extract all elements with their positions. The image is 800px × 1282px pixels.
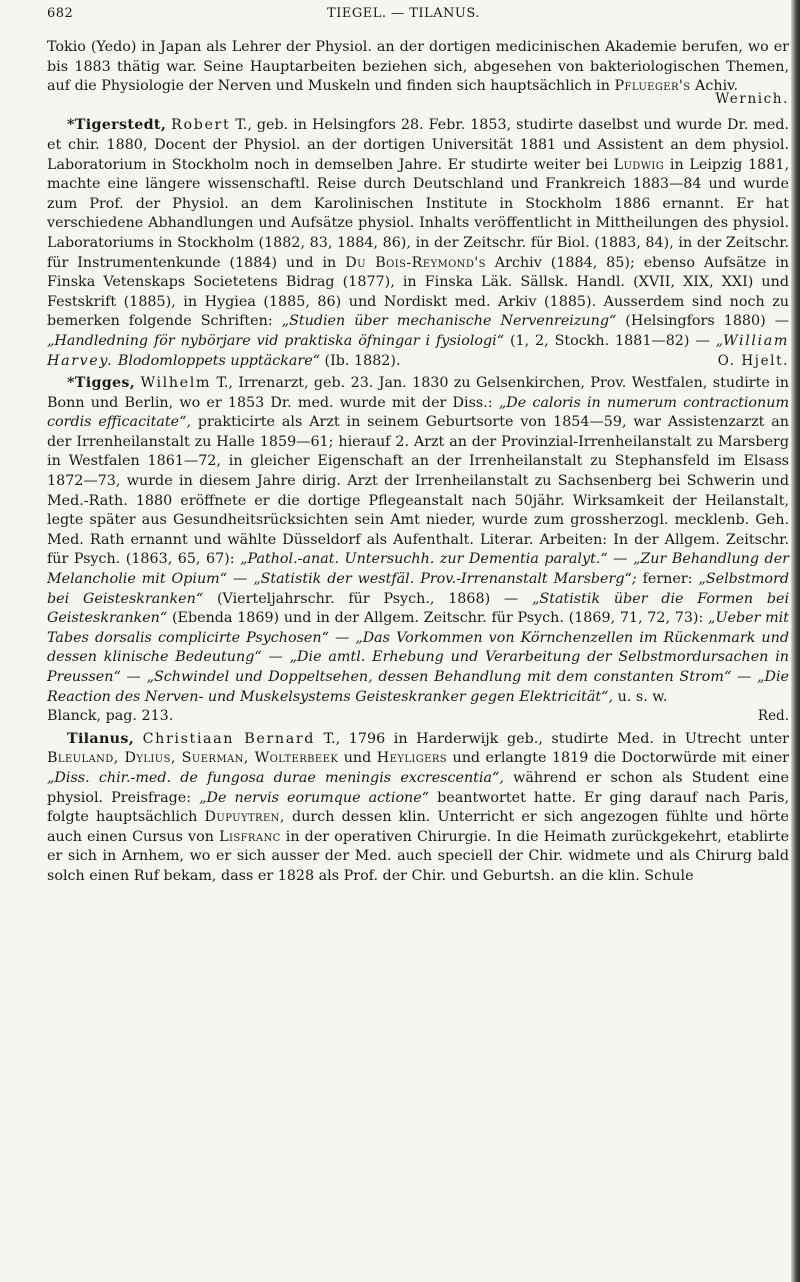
work-title: „De nervis eorumque actione“	[199, 789, 430, 806]
author-signature: Red.	[757, 708, 789, 725]
entry-text: Tokio (Yedo) in Japan als Lehrer der Physiol. an der dortigen medicinischen Akademie berufen, wo er bis 1883 thätig war. Seine Hauptarbeiten beziehen sich, abgesehen von bakteriologischen Themen, auf die Physiologie der Nerven und Muskeln und finden sich hauptsächlich in	[47, 39, 789, 95]
work-title: „Ueber mit Tabes dorsalis complicirte Psychosen“ — „Das Vorkommen von Körnchenzellen im Rückenmark und dessen klinische Bedeutung“ — „Die amtl. Erhebung und Verarbeitung der Selbstmordursachen in Preussen“ — „Schwindel und Doppeltsehen, dessen Behandlung mit dem constanten Strom“ — „Die Reaction des Nerven- und Muskelsystems Geisteskranker gegen Elektricität“,	[47, 610, 789, 705]
entry-text: —	[232, 571, 248, 588]
entry-text: prakticirte als Arzt in seinem Geburtsorte von 1854—59, war Assistenzarzt an der Irrenheilanstalt zu Halle 1859—61; hierauf 2. Arzt an der Provinzial-Irrenheilanstalt zu Marsberg in Westfalen 1861—72, in gleicher Eigenschaft an der Irrenheilanstalt zu Stephansfeld im Elsass 1872—73, wurde in diesem Jahre dirig. Arzt der Irrenheilanstalt zu Sachsenberg bei Schwerin und Med.-Rath. 1880 eröffnete er die dortige Pflegeanstalt nach 50jähr. Wirksamkeit der Heilanstalt, legte später aus Gesundheitsrücksichten sein Amt nieder, wurde zum grossherzogl. mecklenb. Geh. Med. Rath ernannt und wählte Düsseldorf als Aufenthalt. Literar. Arbeiten: In der Allgem. Zeitschr. für Psych. (1863, 65, 67):	[47, 414, 789, 568]
page-header	[47, 6, 770, 26]
entry-text: und erlangte 1819 die Doctorwürde mit einer	[452, 750, 790, 767]
author-reference: Pflueger's	[614, 78, 691, 95]
entry-text: T., Irrenarzt, geb. 23. Jan. 1830 zu Gelsenkirchen, Prov. Westfalen, studirte in Bonn und Berlin, wo er 1853 Dr. med. wurde mit der Diss.:	[47, 375, 790, 411]
work-title: „Zur Behandlung der Melancholie mit Opium“	[47, 551, 789, 588]
entry-headword: *Tigges,	[67, 375, 136, 392]
author-reference: Lisfranc	[219, 828, 281, 845]
author-reference: Heyligers	[376, 750, 447, 767]
entry-text: u. s. w.	[617, 688, 668, 705]
page-edge-shadow	[791, 0, 800, 1282]
entry-tilanus	[47, 730, 789, 887]
entry-text: (Helsingfors 1880) —	[625, 313, 789, 330]
running-title: TIEGEL. — TILANUS.	[327, 6, 480, 21]
source-reference: Blanck, pag. 213.	[47, 708, 174, 725]
work-title-open: „	[715, 332, 723, 349]
entry-headword: Tilanus,	[67, 730, 134, 747]
entry-headword: *Tigerstedt,	[67, 117, 167, 134]
entry-text: Archiv (1884, 85); ebenso Aufsätze in Finska Vetenskaps Societetens Bidrag (1877), in Finska Läk. Sällsk. Handl. (XVII, XIX, XXI) und Festskrift (1885), in Hygiea (1885, 86) und Nordiskt med. Arkiv (1885). Ausserdem sind noch zu bemerken folgende Schriften:	[47, 254, 789, 330]
entry-text: in der operativen Chirurgie. In die Heimath zurückgekehrt, etablirte er sich in Arnhem, wo er sich ausser der Med. auch speciell der Chir. widmete und als Chirurg bald solch einen Ruf bekam, dass er 1828 als Prof. der Chir. und Geburtsh. an die klin. Schule	[47, 828, 790, 884]
page-number: 682	[47, 6, 74, 21]
entry-text: (Vierteljahrschr. für Psych., 1868) —	[216, 590, 519, 607]
work-title: „Diss. chir.-med. de fungosa durae meningis excrescentia“,	[47, 769, 504, 786]
entry-given-name: Wilhelm	[140, 375, 212, 392]
author-reference: Du Bois-Reymond's	[345, 254, 486, 271]
work-title: „Selbstmord bei Geisteskranken“	[47, 571, 790, 607]
entry-tigerstedt	[47, 116, 789, 371]
entry-given-name: Robert	[171, 117, 231, 134]
entry-text: beantwortet hatte. Er ging darauf nach Paris, folgte hauptsächlich	[47, 789, 790, 826]
entry-text: ferner:	[642, 571, 693, 588]
entry-tigges	[47, 374, 789, 727]
entry-text: T., geb. in Helsingfors 28. Febr. 1853, studirte daselbst und wurde Dr. med. et chir. 1880, Docent der Physiol. an der dortigen Universität 1881 und Assistent an dem physiol. Laboratorium in Stockholm noch in demselben Jahre. Er studirte weiter bei	[47, 117, 790, 173]
work-title: „Studien über mechanische Nervenreizung“	[281, 313, 617, 330]
entry-text: —	[613, 551, 628, 568]
author-reference: Ludwig	[613, 156, 665, 173]
entry-given-name: Christiaan Bernard	[142, 730, 316, 747]
entry-text: durch dessen klin. Unterricht er sich angezogen fühlte und hörte auch einen Cursus von	[47, 809, 790, 845]
entry-text: (1, 2, Stockh. 1881—82) —	[509, 332, 710, 349]
work-title: „Handledning för nybörjare vid praktiska öfningar i fysiologi“	[47, 332, 505, 349]
author-reference: Bleuland, Dylius, Suerman, Wolterbeek	[47, 750, 339, 767]
entry-text: in Leipzig 1881, machte eine längere wissenschaftl. Reise durch Deutschland und Frankreich 1883—84 und wurde zum Prof. der Physiol. an dem Karolinischen Institute in Stockholm 1886 ernannt. Er hat verschiedene Abhandlungen und Aufsätze physiol. Inhalts veröffentlicht in Mittheilungen des physiol. Laboratoriums in Stockholm (1882, 83, 1884, 86), in der Zeitschr. für Biol. (1883, 84), in der Zeitschr. für Instrumentenkunde (1884) und in	[47, 156, 789, 271]
entry-continuation	[47, 38, 789, 107]
entry-text: Achiv.	[695, 78, 739, 95]
work-title: „Pathol.-anat. Untersuchh. zur Dementia paralyt.“	[240, 551, 608, 568]
entry-text: während er schon als Student eine physiol. Preisfrage:	[47, 769, 789, 806]
work-title: „De caloris in numerum contractionum cordis efficacitate“,	[47, 394, 789, 431]
page-body	[47, 38, 789, 887]
author-reference: Dupuytren,	[204, 809, 285, 826]
work-title: „Statistik über die Formen bei Geisteskranken“	[47, 590, 790, 627]
entry-text: (Ebenda 1869) und in der Allgem. Zeitschr. für Psych. (1869, 71, 72, 73):	[171, 610, 704, 627]
entry-text: (Ib. 1882).	[324, 352, 401, 369]
entry-text: und	[343, 750, 372, 767]
work-title: Blodomloppets upptäckare“	[117, 352, 320, 369]
work-title: „Statistik der westfäl. Prov.-Irrenanstalt Marsberg“;	[253, 571, 637, 588]
author-signature: Wernich.	[715, 90, 789, 107]
author-signature: O. Hjelt.	[717, 352, 789, 369]
work-title-name: William Harvey.	[47, 332, 789, 369]
entry-text: T., 1796 in Harderwijk geb., studirte Med. in Utrecht unter	[323, 730, 790, 747]
